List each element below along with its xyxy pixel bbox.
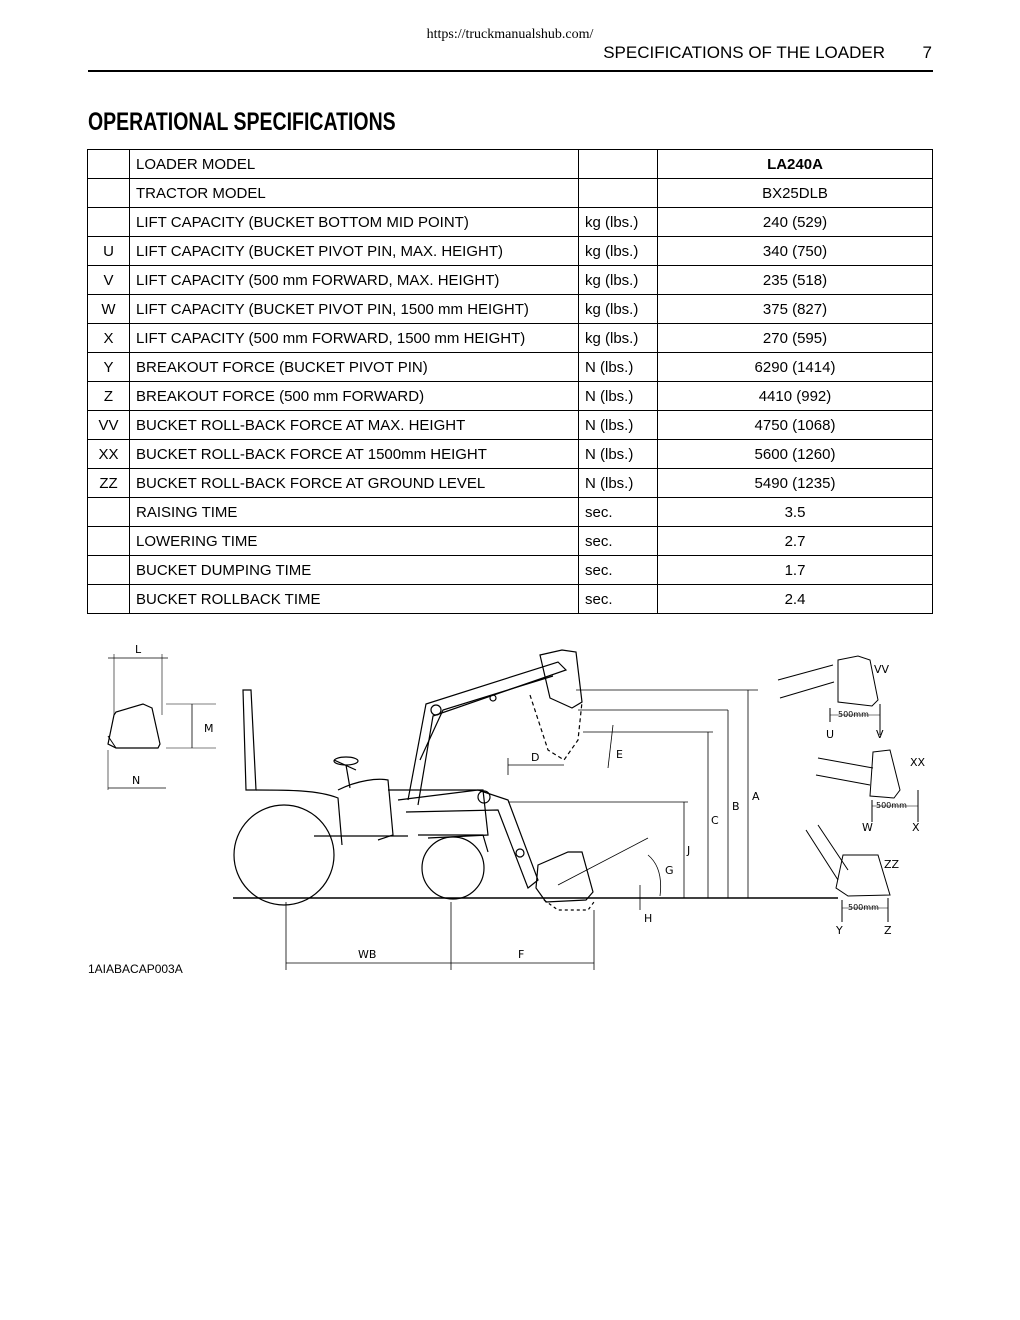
dimension-lines xyxy=(286,690,758,970)
row-unit: kg (lbs.) xyxy=(579,208,658,237)
row-description: LIFT CAPACITY (500 mm FORWARD, MAX. HEIGHT) xyxy=(130,266,579,295)
row-description: LIFT CAPACITY (500 mm FORWARD, 1500 mm HEIGHT) xyxy=(130,324,579,353)
row-code: XX xyxy=(88,440,130,469)
row-value: 1.7 xyxy=(658,556,933,585)
section-title: OPERATIONAL SPECIFICATIONS xyxy=(88,108,396,136)
row-code: Z xyxy=(88,382,130,411)
row-value: 6290 (1414) xyxy=(658,353,933,382)
label-zz: ZZ xyxy=(884,858,900,871)
label-x: X xyxy=(912,821,920,834)
table-row xyxy=(88,527,933,556)
table-row xyxy=(88,353,933,382)
specifications-table xyxy=(87,149,933,614)
row-description: LIFT CAPACITY (BUCKET PIVOT PIN, 1500 mm HEIGHT) xyxy=(130,295,579,324)
row-value: 235 (518) xyxy=(658,266,933,295)
row-value: 270 (595) xyxy=(658,324,933,353)
label-500mm-top: 500mm xyxy=(838,710,869,719)
page-number: 7 xyxy=(922,43,932,62)
row-value: BX25DLB xyxy=(658,179,933,208)
table-row xyxy=(88,179,933,208)
row-code: VV xyxy=(88,411,130,440)
table-row xyxy=(88,150,933,179)
table-row xyxy=(88,208,933,237)
label-l: L xyxy=(135,643,142,656)
row-description: BUCKET ROLLBACK TIME xyxy=(130,585,579,614)
row-code xyxy=(88,150,130,179)
row-unit xyxy=(579,150,658,179)
bucket-profile-detail xyxy=(108,654,216,790)
row-code: W xyxy=(88,295,130,324)
label-b: B xyxy=(732,800,740,813)
row-value: 4750 (1068) xyxy=(658,411,933,440)
label-xx: XX xyxy=(910,756,926,769)
source-url[interactable]: https://truckmanualshub.com/ xyxy=(426,27,594,42)
label-m: M xyxy=(204,722,214,735)
row-unit: N (lbs.) xyxy=(579,440,658,469)
label-w: W xyxy=(862,821,873,834)
row-code xyxy=(88,179,130,208)
row-unit: kg (lbs.) xyxy=(579,295,658,324)
table-row xyxy=(88,585,933,614)
label-wb: WB xyxy=(358,948,377,961)
label-f: F xyxy=(518,948,525,961)
row-value: 5600 (1260) xyxy=(658,440,933,469)
label-n: N xyxy=(132,774,141,787)
row-unit: sec. xyxy=(579,498,658,527)
row-description: LOADER MODEL xyxy=(130,150,579,179)
label-z: Z xyxy=(884,924,892,937)
row-description: RAISING TIME xyxy=(130,498,579,527)
table-row xyxy=(88,469,933,498)
row-value: 3.5 xyxy=(658,498,933,527)
label-vv: VV xyxy=(874,663,890,676)
row-code: Y xyxy=(88,353,130,382)
label-h: H xyxy=(644,912,653,925)
row-code xyxy=(88,556,130,585)
row-code xyxy=(88,498,130,527)
capacity-detail-drawings xyxy=(778,656,918,922)
row-value: 2.7 xyxy=(658,527,933,556)
row-description: LOWERING TIME xyxy=(130,527,579,556)
row-code xyxy=(88,208,130,237)
table-row xyxy=(88,324,933,353)
row-description: BREAKOUT FORCE (500 mm FORWARD) xyxy=(130,382,579,411)
row-description: BUCKET DUMPING TIME xyxy=(130,556,579,585)
label-d: D xyxy=(531,751,540,764)
loader-dimension-diagram xyxy=(88,640,928,970)
tractor-drawing xyxy=(234,690,488,905)
label-500mm-mid: 500mm xyxy=(876,801,907,810)
row-value: 375 (827) xyxy=(658,295,933,324)
table-row xyxy=(88,411,933,440)
label-v: V xyxy=(876,728,884,741)
row-description: LIFT CAPACITY (BUCKET PIVOT PIN, MAX. HEIGHT) xyxy=(130,237,579,266)
row-unit xyxy=(579,179,658,208)
row-description: LIFT CAPACITY (BUCKET BOTTOM MID POINT) xyxy=(130,208,579,237)
running-header-title: SPECIFICATIONS OF THE LOADER xyxy=(603,43,885,62)
row-code: X xyxy=(88,324,130,353)
label-u: U xyxy=(826,728,835,741)
row-unit: N (lbs.) xyxy=(579,353,658,382)
row-unit: kg (lbs.) xyxy=(579,237,658,266)
row-code: V xyxy=(88,266,130,295)
table-row xyxy=(88,556,933,585)
row-code: U xyxy=(88,237,130,266)
table-row xyxy=(88,266,933,295)
table-row xyxy=(88,382,933,411)
row-description: TRACTOR MODEL xyxy=(130,179,579,208)
figure-code: 1AIABACAP003A xyxy=(88,962,183,976)
label-500mm-bottom: 500mm xyxy=(848,903,879,912)
row-unit: sec. xyxy=(579,527,658,556)
row-code: ZZ xyxy=(88,469,130,498)
header-rule xyxy=(88,70,933,72)
row-value: 2.4 xyxy=(658,585,933,614)
row-unit: kg (lbs.) xyxy=(579,266,658,295)
row-description: BUCKET ROLL-BACK FORCE AT 1500mm HEIGHT xyxy=(130,440,579,469)
row-value: 240 (529) xyxy=(658,208,933,237)
row-value: 5490 (1235) xyxy=(658,469,933,498)
table-row xyxy=(88,498,933,527)
row-unit: N (lbs.) xyxy=(579,382,658,411)
table-row xyxy=(88,440,933,469)
row-value: 4410 (992) xyxy=(658,382,933,411)
row-unit: kg (lbs.) xyxy=(579,324,658,353)
row-description: BUCKET ROLL-BACK FORCE AT GROUND LEVEL xyxy=(130,469,579,498)
row-description: BUCKET ROLL-BACK FORCE AT MAX. HEIGHT xyxy=(130,411,579,440)
row-value: LA240A xyxy=(658,150,933,179)
row-unit: N (lbs.) xyxy=(579,411,658,440)
row-code xyxy=(88,527,130,556)
row-code xyxy=(88,585,130,614)
table-row xyxy=(88,237,933,266)
loader-arm-raised xyxy=(408,650,582,805)
label-j: J xyxy=(687,844,691,857)
row-value: 340 (750) xyxy=(658,237,933,266)
table-row xyxy=(88,295,933,324)
row-unit: sec. xyxy=(579,585,658,614)
label-e: E xyxy=(616,748,623,761)
label-y: Y xyxy=(836,924,843,937)
row-unit: sec. xyxy=(579,556,658,585)
row-unit: N (lbs.) xyxy=(579,469,658,498)
label-c: C xyxy=(711,814,719,827)
label-a: A xyxy=(752,790,760,803)
label-g: G xyxy=(665,864,674,877)
row-description: BREAKOUT FORCE (BUCKET PIVOT PIN) xyxy=(130,353,579,382)
